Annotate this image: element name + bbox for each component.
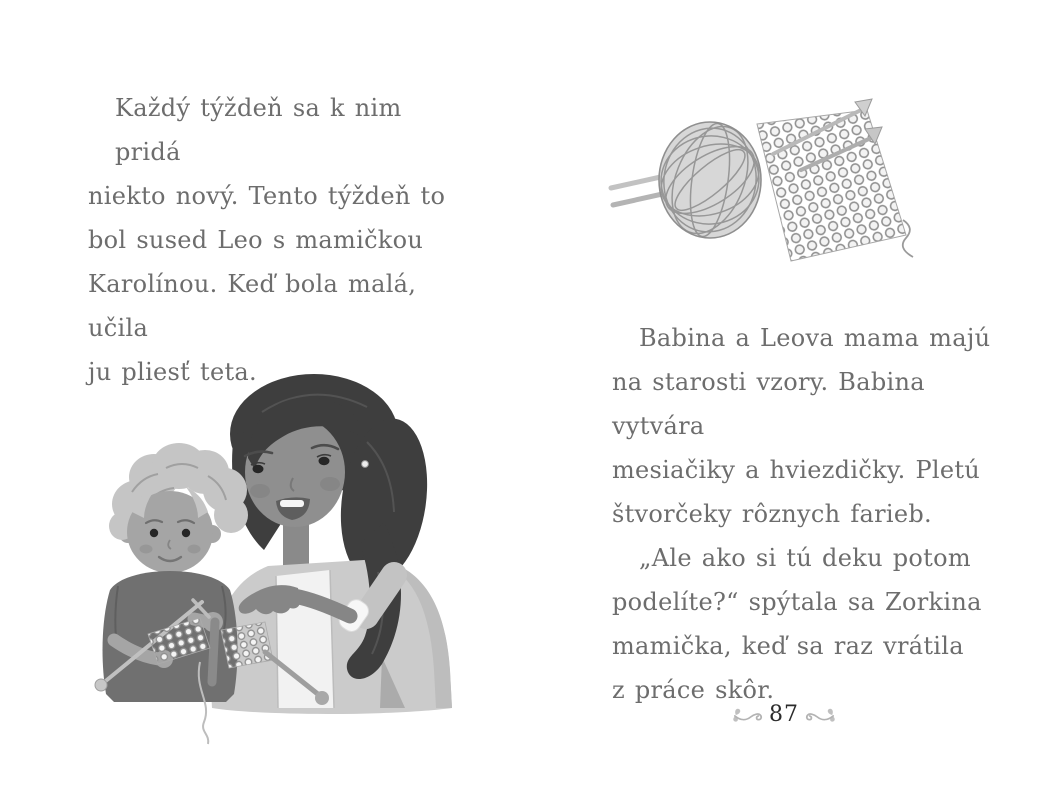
yarn-and-swatch-illustration	[605, 92, 937, 270]
page-footer	[722, 698, 846, 732]
text-line: podelíte?“ spýtala sa Zorkina	[612, 588, 982, 616]
text-line: mesiačiky a hviezdičky. Pletú	[612, 456, 981, 484]
earring-icon	[362, 461, 369, 468]
text-line: ju pliesť teta.	[88, 358, 257, 386]
text-line: Karolínou. Keď bola malá, učila	[88, 270, 417, 342]
right-column	[612, 316, 992, 712]
text-line: niekto nový. Tento týždeň to	[88, 182, 446, 210]
text-line: Každý týždeň sa k nim pridá	[115, 94, 402, 166]
flourish-left-icon	[732, 707, 764, 723]
right-paragraph-1	[612, 316, 992, 536]
knitting-lesson-illustration	[62, 372, 468, 750]
knitted-swatch-icon	[757, 99, 913, 261]
text-line: štvorčeky rôznych farieb.	[612, 500, 932, 528]
flourish-right-icon	[804, 707, 836, 723]
left-paragraph	[88, 86, 468, 394]
text-line: mamička, keď sa raz vrátila	[612, 632, 964, 660]
text-line: na starosti vzory. Babina vytvára	[612, 368, 925, 440]
text-line: z práce skôr.	[612, 676, 775, 704]
text-line: bol sused Leo s mamičkou	[88, 226, 424, 254]
page-number: 87	[769, 702, 799, 727]
yarn-ball-icon	[652, 115, 768, 244]
right-paragraph-2	[612, 536, 992, 712]
boy-face	[127, 487, 213, 573]
text-line: „Ale ako si tú deku potom	[639, 544, 971, 572]
text-line: Babina a Leova mama majú	[639, 324, 991, 352]
